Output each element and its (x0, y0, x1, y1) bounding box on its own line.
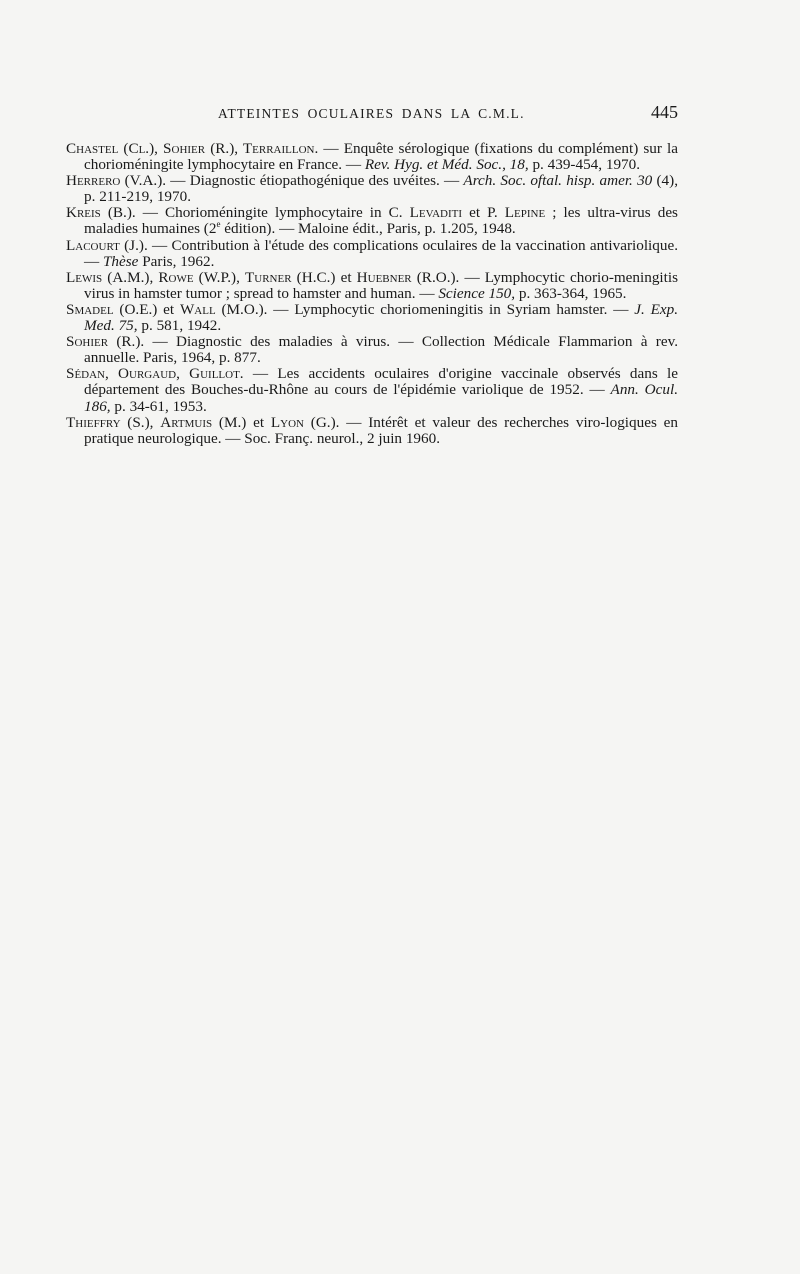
ref-authors: Sohier (66, 333, 109, 351)
ref-author: Wall (179, 300, 216, 318)
ref-text: — Intérêt et valeur des recherches viro-logiques en pratique neurologique. — Soc. Franç. neurol., 2 juin 1960. (84, 413, 678, 447)
ref-text: — Les accidents oculaires d'origine vaccinale observés dans le département des Bouches-du-Rhône au cours de l'épidémie variolique de 1952. — (84, 365, 678, 399)
ref-tail: Paris, 1962. (138, 252, 215, 270)
reference-lewis (66, 270, 678, 302)
ref-tail: p. 439-454, 1970. (528, 156, 641, 174)
reference-sohier (66, 334, 678, 366)
ref-authors: Herrero (66, 172, 121, 190)
reference-lacourt (66, 238, 678, 270)
ref-author: Artmuis (160, 413, 213, 431)
ref-text: édition). — Maloine édit., Paris, p. 1.205, 1948. (220, 220, 516, 238)
running-head (66, 102, 678, 130)
ref-authors: Sédan, Ourgaud, Guillot. (66, 365, 244, 383)
ref-text: — Enquête sérologique (fixations du complément) sur la chorioméningite lymphocytaire en France. — (84, 140, 678, 174)
ref-text: et P. (462, 204, 505, 222)
ref-author: Thieffry (66, 413, 121, 431)
ref-initials: (B.). (100, 204, 136, 222)
ref-authors: Lacourt (66, 236, 120, 254)
ref-text: ; les ultra-virus des maladies humaines (2 (84, 204, 678, 238)
reference-chastel (66, 141, 678, 173)
ref-initials: (H.C.) et (291, 268, 357, 286)
ref-author: Lyon (270, 413, 304, 431)
ref-author: Turner (245, 268, 292, 286)
ref-tail: p. 363-364, 1965. (515, 284, 627, 302)
ref-author: Rowe (158, 268, 194, 286)
reference-herrero (66, 173, 678, 205)
page-number: 445 (651, 102, 678, 122)
ref-source: Thèse (102, 252, 139, 270)
ref-initials: (R.). (108, 333, 145, 351)
ref-initials: (R.O.). (411, 268, 460, 286)
ref-editor: Lepine (504, 204, 546, 222)
reference-sedan (66, 366, 678, 414)
ref-source: Ann. Ocul. 186, (84, 381, 678, 415)
ref-tail: p. 581, 1942. (137, 317, 222, 335)
ref-initials: (A.M.), (102, 268, 159, 286)
ref-initials: (S.), (120, 413, 161, 431)
ref-text: — Diagnostic des maladies à virus. — Collection Médicale Flammarion à rev. annuelle. Paris, 1964, p. 877. (84, 333, 678, 367)
ref-text: — Contribution à l'étude des complications oculaires de la vaccination antivariolique. — (84, 236, 678, 270)
ref-initials: (V.A.). (120, 172, 167, 190)
ref-editor: Levaditi (409, 204, 463, 222)
ref-text: — Diagnostic étiopathogénique des uvéites. — (166, 172, 464, 190)
ref-initials: (M.) et (212, 413, 271, 431)
ref-initials: (O.E.) et (113, 300, 180, 318)
reference-smadel (66, 302, 678, 334)
ref-superscript: e (216, 219, 221, 230)
reference-list (66, 141, 678, 447)
ref-author: Lewis (66, 268, 103, 286)
ref-author: Huebner (356, 268, 412, 286)
ref-tail: p. 34-61, 1953. (110, 397, 207, 415)
ref-authors: Chastel (Cl.), Sohier (R.), Terraillon. (66, 140, 319, 157)
ref-initials: (W.P.), (193, 268, 245, 286)
reference-kreis (66, 205, 678, 237)
ref-initials: (M.O.). (215, 300, 268, 318)
ref-text: — Lymphocytic choriomeningitis in Syriam hamster. — (267, 300, 635, 318)
ref-authors: Kreis (66, 204, 101, 222)
ref-source: Science 150, (438, 284, 516, 302)
ref-source: Rev. Hyg. et Méd. Soc., 18, (364, 156, 529, 174)
ref-tail: (4), p. 211-219, 1970. (84, 172, 678, 206)
ref-source: Arch. Soc. oftal. hisp. amer. 30 (463, 172, 653, 190)
ref-text: — Chorioméningite lymphocytaire in C. (135, 204, 410, 222)
ref-author: Smadel (66, 300, 114, 318)
ref-text: — Lymphocytic chorio-meningitis virus in hamster tumor ; spread to hamster and human. — (84, 268, 678, 302)
ref-initials: (J.). (119, 236, 148, 254)
ref-source: J. Exp. Med. 75, (84, 300, 679, 335)
running-title: ATTEINTES OCULAIRES DANS LA C.M.L. (218, 106, 525, 121)
ref-initials: (G.). (303, 413, 340, 431)
reference-thieffry (66, 415, 678, 447)
